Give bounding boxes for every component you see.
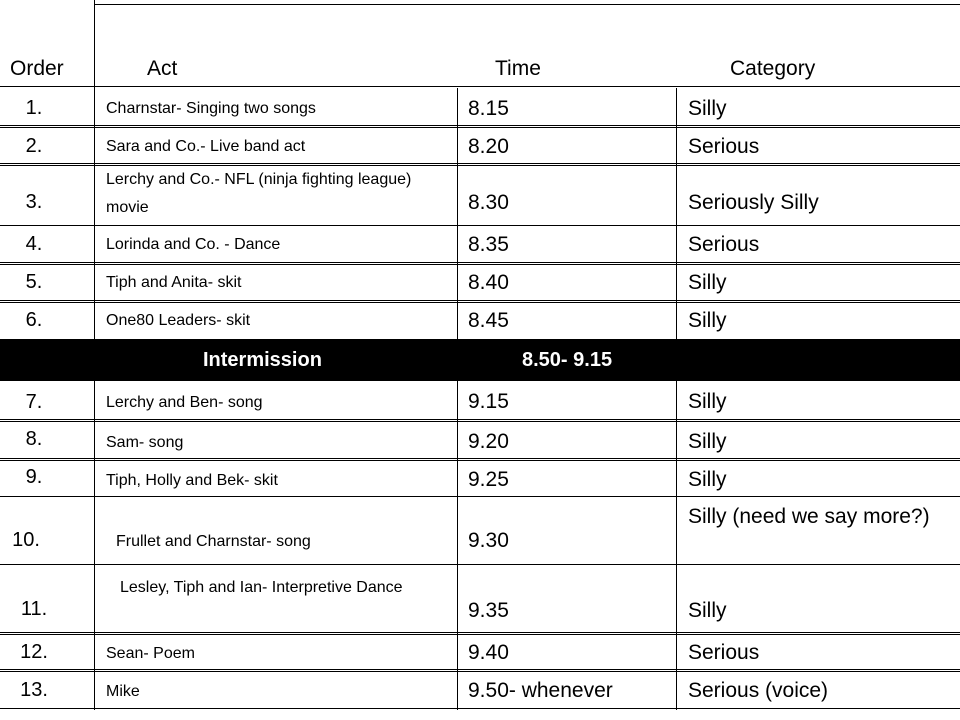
row-time: 8.15	[468, 97, 509, 120]
row-border	[0, 671, 960, 672]
row-time: 9.20	[468, 430, 509, 453]
column-divider-time	[676, 381, 677, 710]
header-category: Category	[730, 57, 816, 80]
row-border	[0, 460, 960, 461]
row-act: Lerchy and Co.- NFL (ninja fighting league) movie	[106, 171, 412, 216]
row-act: Tiph, Holly and Bek- skit	[106, 472, 278, 489]
row-time: 9.35	[468, 599, 509, 622]
row-border	[0, 127, 960, 128]
row-category: Silly	[688, 309, 727, 332]
row-border	[0, 458, 960, 459]
row-category: Serious	[688, 135, 760, 158]
intermission-label: Intermission	[203, 349, 322, 371]
row-border	[0, 225, 960, 226]
row-time: 8.20	[468, 135, 509, 158]
row-border	[0, 564, 960, 565]
row-act: Lorinda and Co. - Dance	[106, 236, 281, 253]
row-category: Silly	[688, 390, 727, 413]
row-act: Lesley, Tiph and Ian- Interpretive Dance	[120, 579, 403, 596]
row-time: 9.50- whenever	[468, 679, 613, 702]
row-time: 8.40	[468, 271, 509, 294]
row-category: Serious	[688, 233, 760, 256]
row-category: Silly (need we say more?)	[688, 505, 930, 528]
row-order: 4.	[25, 233, 43, 255]
column-divider-order	[94, 0, 95, 339]
row-order: 7.	[25, 391, 43, 413]
row-border	[0, 496, 960, 497]
row-order: 8.	[25, 428, 43, 450]
row-category: Silly	[688, 599, 727, 622]
row-category: Seriously Silly	[688, 191, 819, 214]
row-time: 9.15	[468, 390, 509, 413]
row-border	[0, 264, 960, 265]
row-time: 8.45	[468, 309, 509, 332]
row-border	[0, 163, 960, 164]
row-border	[0, 634, 960, 635]
row-category: Silly	[688, 97, 727, 120]
row-border	[0, 419, 960, 420]
row-act: Sean- Poem	[106, 645, 195, 662]
row-category: Silly	[688, 468, 727, 491]
row-category: Silly	[688, 271, 727, 294]
row-order: 6.	[25, 309, 43, 331]
top-border	[94, 4, 960, 5]
row-order: 11.	[20, 598, 48, 620]
row-time: 9.40	[468, 641, 509, 664]
row-time: 9.30	[468, 529, 509, 552]
row-order: 2.	[25, 135, 43, 157]
row-border	[0, 669, 960, 670]
row-act: Sam- song	[106, 434, 184, 451]
row-order: 10.	[12, 529, 40, 551]
row-act: Sara and Co.- Live band act	[106, 138, 306, 155]
header-time: Time	[495, 57, 541, 80]
row-order: 9.	[25, 466, 43, 488]
row-category: Silly	[688, 430, 727, 453]
row-time: 8.35	[468, 233, 509, 256]
row-order: 1.	[25, 97, 43, 119]
row-border	[0, 421, 960, 422]
row-order: 3.	[25, 191, 43, 213]
intermission-bar	[0, 339, 960, 381]
row-act: Mike	[106, 683, 140, 700]
row-act: Frullet and Charnstar- song	[116, 533, 311, 550]
row-border	[0, 708, 960, 709]
row-border	[0, 300, 960, 301]
row-order: 13.	[20, 679, 48, 701]
row-act: One80 Leaders- skit	[106, 312, 251, 329]
header-act: Act	[147, 57, 178, 80]
row-act: Lerchy and Ben- song	[106, 394, 263, 411]
row-border	[0, 86, 960, 87]
column-divider-act	[457, 381, 458, 710]
row-act: Charnstar- Singing two songs	[106, 100, 316, 117]
row-border	[0, 262, 960, 263]
row-order: 12.	[20, 641, 48, 663]
row-time: 8.30	[468, 191, 509, 214]
header-order: Order	[10, 57, 64, 80]
row-act: Tiph and Anita- skit	[106, 274, 242, 291]
row-border	[0, 125, 960, 126]
row-time: 9.25	[468, 468, 509, 491]
row-order: 5.	[25, 271, 43, 293]
column-divider-order	[94, 381, 95, 710]
row-category: Serious	[688, 641, 760, 664]
row-border	[0, 632, 960, 633]
row-category: Serious (voice)	[688, 679, 829, 702]
intermission-time: 8.50- 9.15	[522, 349, 613, 371]
row-border	[0, 302, 960, 303]
